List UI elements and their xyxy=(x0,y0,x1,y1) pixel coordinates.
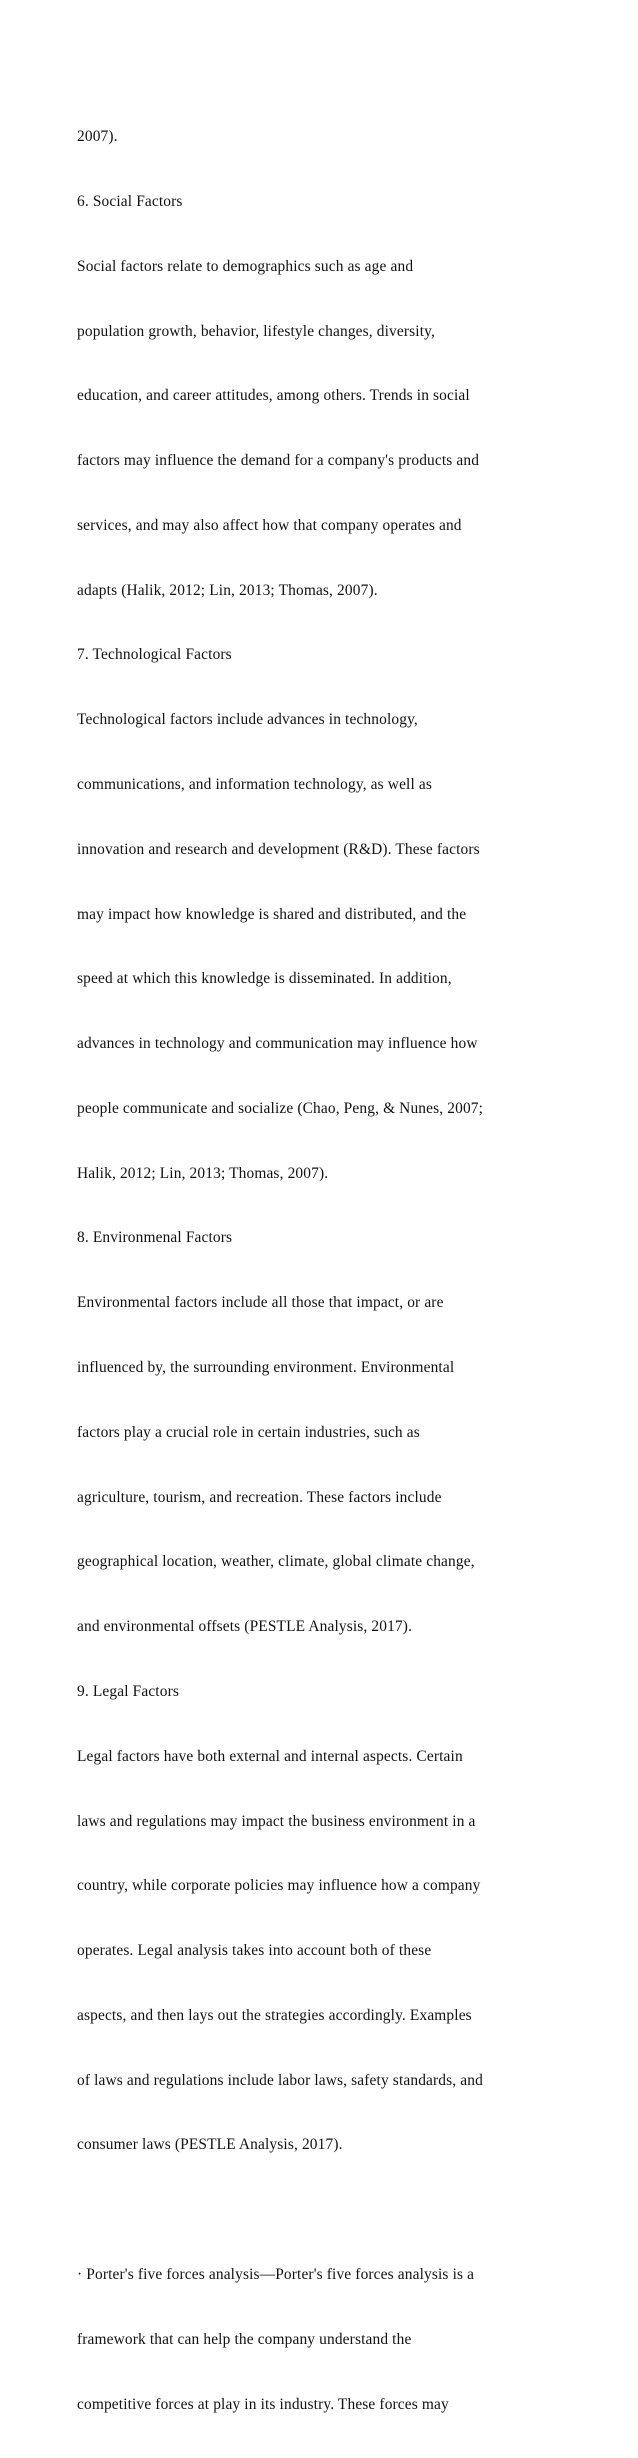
text-line: advances in technology and communication may influence how xyxy=(77,1035,478,1053)
text-line: Technological factors include advances in technology, xyxy=(77,711,418,729)
text-line: Legal factors have both external and internal aspects. Certain xyxy=(77,1747,463,1765)
section-heading-legal: 9. Legal Factors xyxy=(77,1682,179,1700)
text-line: and environmental offsets (PESTLE Analysis, 2017). xyxy=(77,1618,413,1636)
text-line: innovation and research and development (R&D). These factors xyxy=(77,840,480,858)
section-heading-technological: 7. Technological Factors xyxy=(77,646,232,664)
text-line: factors may influence the demand for a company's products and xyxy=(77,452,480,470)
text-line: factors play a crucial role in certain industries, such as xyxy=(77,1423,420,1441)
text-line: may impact how knowledge is shared and distributed, and the xyxy=(77,905,467,923)
text-line: agriculture, tourism, and recreation. These factors include xyxy=(77,1488,442,1506)
text-line: operates. Legal analysis takes into account both of these xyxy=(77,1942,432,1960)
text-line: consumer laws (PESTLE Analysis, 2017). xyxy=(77,2136,343,2154)
section-heading-environmental: 8. Environmenal Factors xyxy=(77,1229,233,1247)
text-line: competitive forces at play in its industry. These forces may xyxy=(77,2395,449,2413)
text-line: 2007). xyxy=(77,128,118,146)
section-heading-social: 6. Social Factors xyxy=(77,192,183,210)
text-line: laws and regulations may impact the business environment in a xyxy=(77,1812,476,1830)
text-line: education, and career attitudes, among others. Trends in social xyxy=(77,387,470,405)
text-line: adapts (Halik, 2012; Lin, 2013; Thomas, 2007). xyxy=(77,581,378,599)
text-line: communications, and information technology, as well as xyxy=(77,776,433,793)
text-line: geographical location, weather, climate, global climate change, xyxy=(77,1553,475,1571)
text-line: of laws and regulations include labor laws, safety standards, and xyxy=(77,2071,483,2089)
text-line: Halik, 2012; Lin, 2013; Thomas, 2007). xyxy=(77,1164,329,1182)
text-line: Social factors relate to demographics such as age and xyxy=(77,257,414,275)
text-line: speed at which this knowledge is disseminated. In addition, xyxy=(77,970,452,988)
text-line: country, while corporate policies may influence how a company xyxy=(77,1877,481,1895)
blank-line xyxy=(77,2199,617,2221)
text-line: aspects, and then lays out the strategies accordingly. Examples xyxy=(77,2006,472,2024)
text-line: framework that can help the company understand the xyxy=(77,2330,412,2348)
document-body xyxy=(77,83,617,2458)
text-line: people communicate and socialize (Chao, Peng, & Nunes, 2007; xyxy=(77,1099,484,1117)
text-line: influenced by, the surrounding environment. Environmental xyxy=(77,1359,455,1377)
text-line: services, and may also affect how that company operates and xyxy=(77,516,462,534)
text-line: Environmental factors include all those that impact, or are xyxy=(77,1294,444,1312)
text-line: population growth, behavior, lifestyle changes, diversity, xyxy=(77,322,435,340)
bullet-item-porter: · Porter's five forces analysis—Porter's five forces analysis is a xyxy=(77,2265,475,2283)
